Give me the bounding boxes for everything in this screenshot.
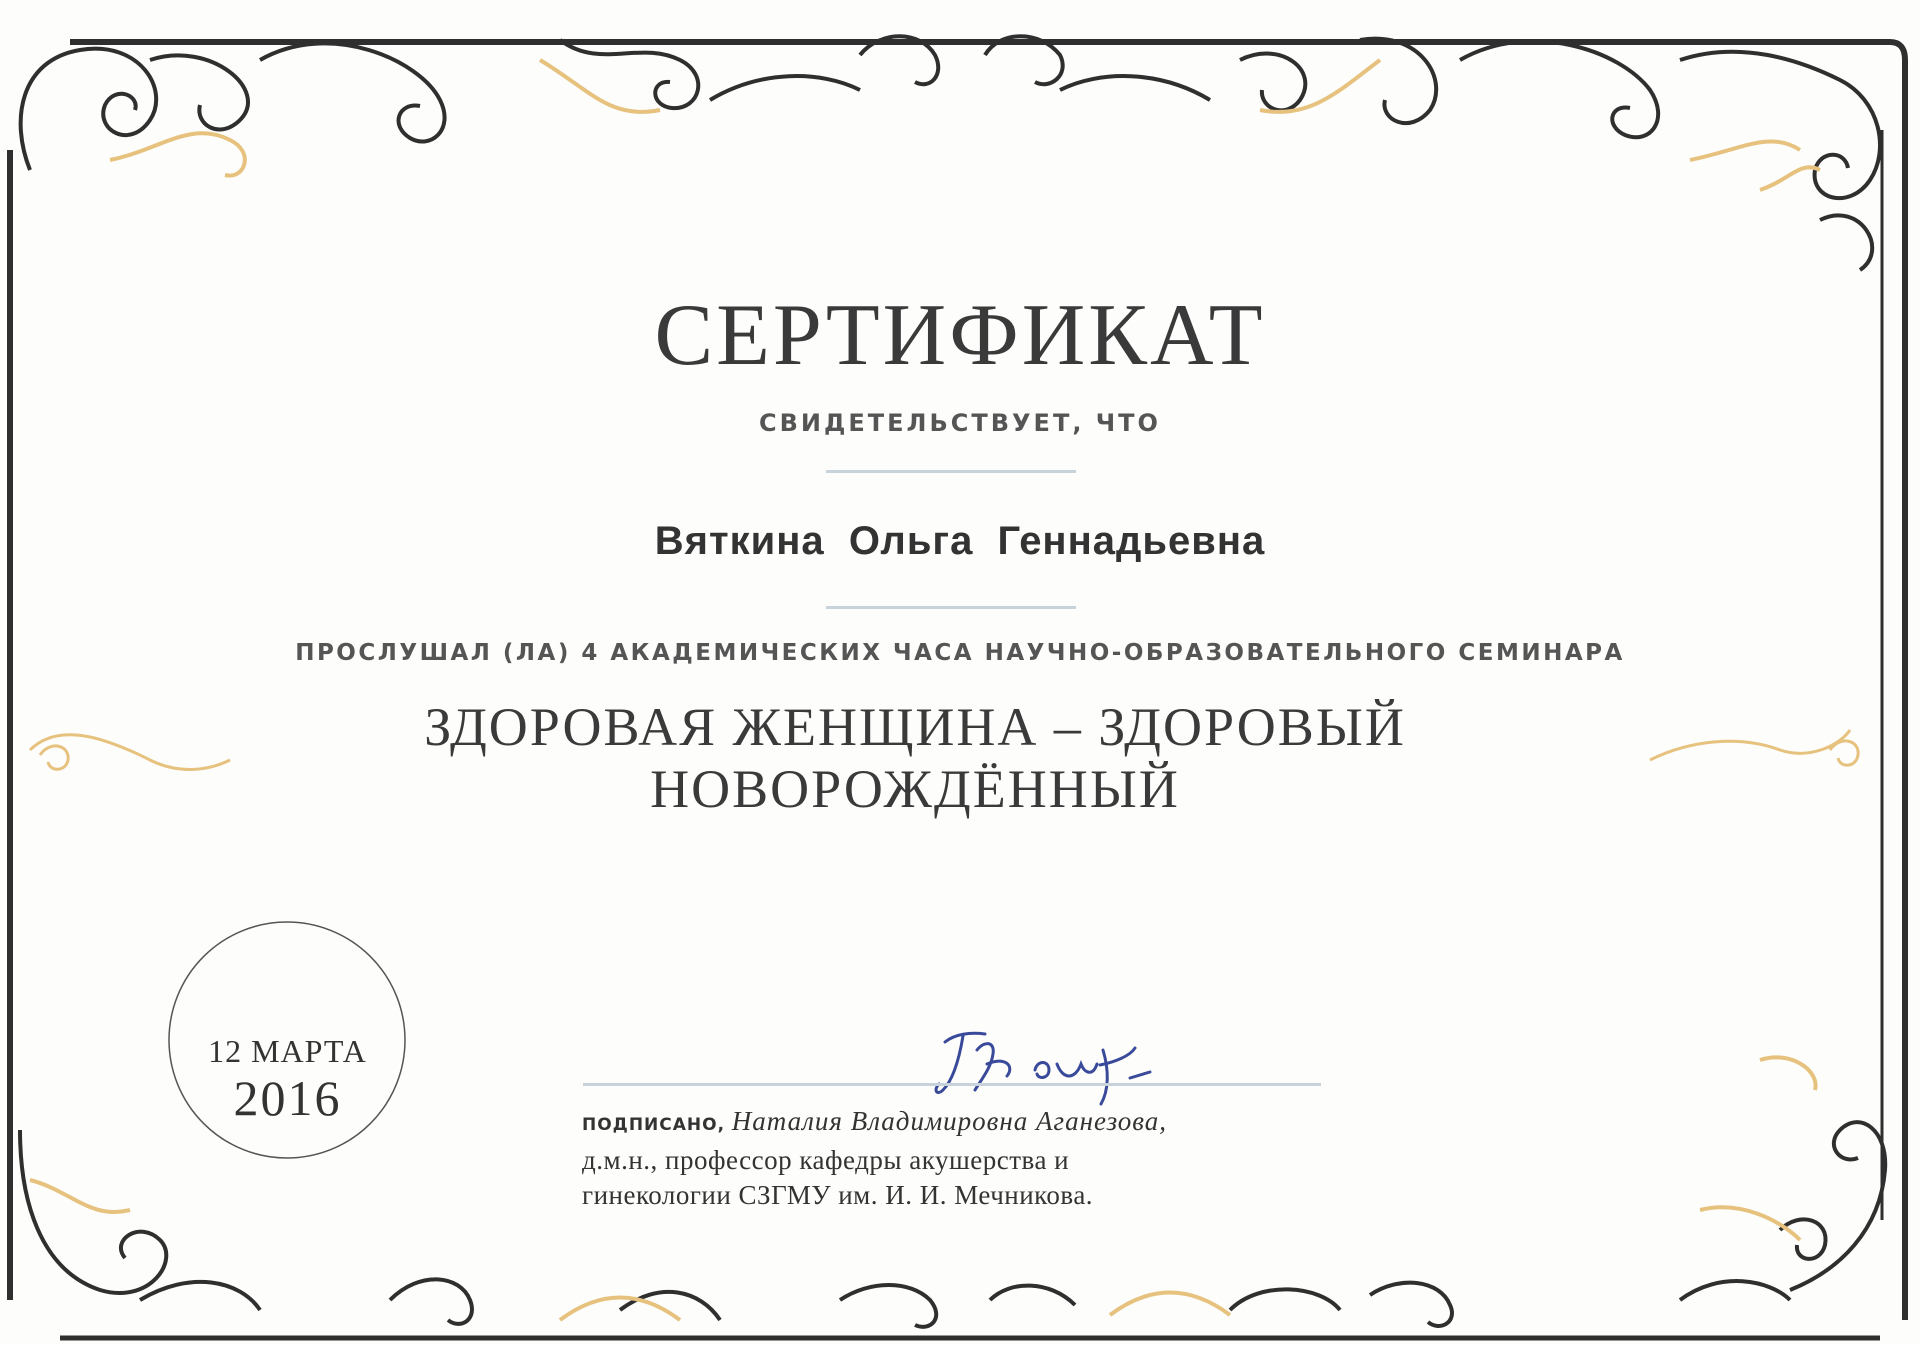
- signer-name: Наталия Владимировна Аганезова,: [731, 1106, 1168, 1136]
- signer-block: [582, 1104, 1342, 1213]
- seminar-title-line2: НОВОРОЖДЁННЫЙ: [650, 759, 1180, 819]
- course-description: ПРОСЛУШАЛ (ЛА) 4 АКАДЕМИЧЕСКИХ ЧАСА НАУЧНО-ОБРАЗОВАТЕЛЬНОГО СЕМИНАРА: [295, 640, 1625, 666]
- divider-top: [826, 470, 1076, 473]
- signer-credentials-2: гинекологии СЗГМУ им. И. И. Мечникова.: [582, 1180, 1094, 1210]
- certifies-text: СВИДЕТЕЛЬСТВУЕТ, ЧТО: [759, 409, 1161, 437]
- seminar-title-line1: ЗДОРОВАЯ ЖЕНЩИНА – ЗДОРОВЫЙ: [424, 697, 1406, 757]
- signer-credentials-1: д.м.н., профессор кафедры акушерства и: [582, 1145, 1070, 1175]
- seminar-title: [400, 696, 1430, 820]
- seal-year: 2016: [233, 1070, 342, 1126]
- divider-bottom: [826, 606, 1076, 609]
- handwritten-signature: [925, 1020, 1165, 1110]
- certificate-title: СЕРТИФИКАТ: [654, 287, 1266, 384]
- signed-label: ПОДПИСАНО,: [582, 1115, 726, 1135]
- seal-date: 12 МАРТА: [208, 1033, 367, 1069]
- recipient-name: Вяткина Ольга Геннадьевна: [654, 519, 1266, 563]
- signature-line: [583, 1083, 1321, 1086]
